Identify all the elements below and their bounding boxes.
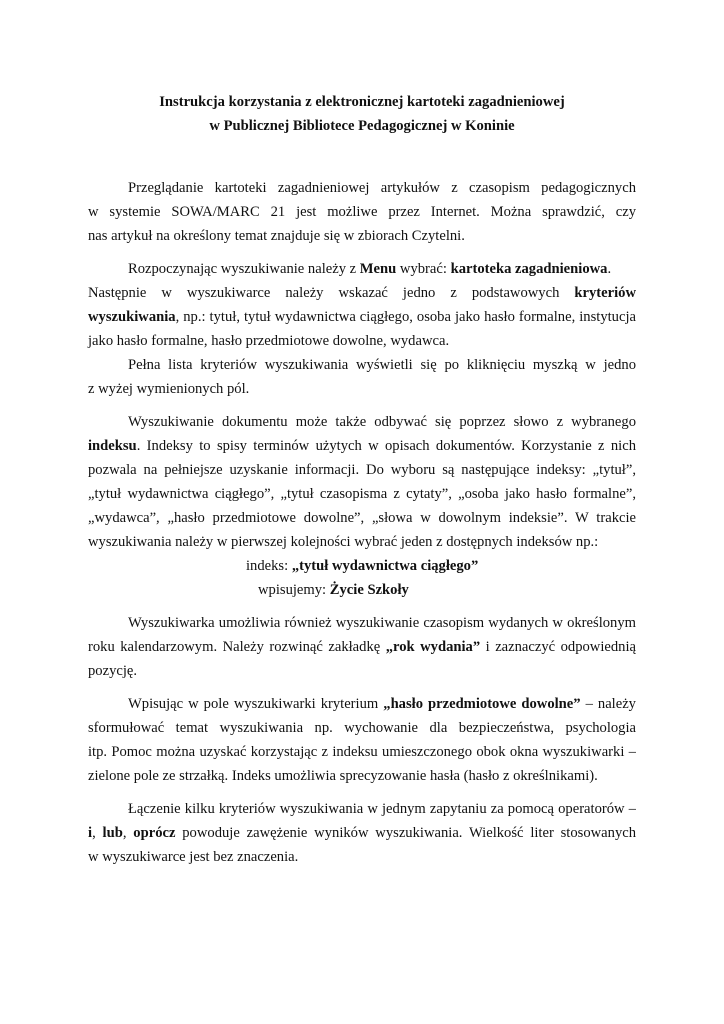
paragraph-4-line-1: Wyszukiwanie dokumentu może także odbywać się poprzez słowo z wybranego [128,414,636,430]
paragraph-6-line-2: sformułować temat wyszukiwania np. wychowanie dla bezpieczeństwa, psychologia [88,720,636,736]
text: . Indeksy to spisy terminów użytych w opisach dokumentów. Korzystanie z nich [136,438,636,454]
paragraph-1-line-1: Przeglądanie kartoteki zagadnieniowej artykułów z czasopism pedagogicznych [128,180,636,196]
paragraph-7-line-1: Łączenie kilku kryteriów wyszukiwania w jednym zapytaniu za pomocą operatorów – [128,801,636,817]
example-query-line [258,580,409,600]
text: indeks: [246,558,292,574]
operator-i: i [88,825,93,841]
text: – należy [580,696,636,712]
paragraph-7-line-2 [88,823,636,843]
text: , np.: tytuł, tytuł wydawnictwa ciągłego, osoba jako hasło formalne, instytucja [175,309,636,325]
haslo-przedmiotowe-term: „hasło przedmiotowe dowolne” [383,696,581,712]
paragraph-2-line-3 [88,307,636,327]
paragraph-5-line-1: Wyszukiwarka umożliwia również wyszukiwanie czasopism wydanych w określonym [128,615,636,631]
paragraph-4-line-5: „wydawca”, „hasło przedmiotowe dowolne”, „słowa w dowolnym indeksie”. W trakcie [88,510,636,526]
example-query-value: Życie Szkoły [329,582,409,598]
text: powoduje zawężenie wyników wyszukiwania. Wielkość liter stosowanych [175,825,636,841]
indeksu-term: indeksu [88,438,137,454]
paragraph-6-line-4: zielone pole ze strzałką. Indeks umożliwia sprecyzowanie hasła (hasło z określnikami). [88,768,598,784]
text: . [607,261,612,277]
paragraph-7-line-3: w wyszukiwarce jest bez znaczenia. [88,849,299,865]
paragraph-3-line-1: Pełna lista kryteriów wyszukiwania wyświetli się po kliknięciu myszką w jedno [128,357,636,373]
paragraph-2-line-1 [128,259,636,279]
text: roku kalendarzowym. Należy rozwinąć zakładkę [88,639,386,655]
document-title-line-2: w Publicznej Bibliotece Pedagogicznej w Koninie [209,118,515,134]
example-index-value: „tytuł wydawnictwa ciągłego” [291,558,479,574]
kryteriow-term: kryteriów [574,285,636,301]
paragraph-4-line-2 [88,436,636,456]
text: wpisujemy: [258,582,330,598]
paragraph-3-line-2: z wyżej wymienionych pól. [88,381,250,397]
paragraph-4-line-3: pozwala na pełniejsze uzyskanie informacji. Do wyboru są następujące indeksy: „tytuł”, [88,462,636,478]
paragraph-6-line-1 [128,694,636,714]
operator-oprocz: oprócz [133,825,176,841]
paragraph-4-line-6: wyszukiwania należy w pierwszej kolejności wybrać jeden z dostępnych indeksów np.: [88,534,599,550]
rok-wydania-term: „rok wydania” [385,639,481,655]
text: Rozpoczynając wyszukiwanie należy z [128,261,360,277]
operator-lub: lub [102,825,123,841]
text: wybrać: [396,261,451,277]
text: i zaznaczyć odpowiednią [480,639,636,655]
paragraph-5-line-3: pozycję. [88,663,138,679]
text: , [92,825,103,841]
text: , [122,825,134,841]
paragraph-5-line-2 [88,637,636,657]
example-index-line [246,556,478,576]
text: Wpisując w pole wyszukiwarki kryterium [128,696,384,712]
kartoteka-term: kartoteka zagadnieniowa [450,261,608,277]
text: Następnie w wyszukiwarce należy wskazać jedno z podstawowych [88,285,575,301]
paragraph-4-line-4: „tytuł wydawnictwa ciągłego”, „tytuł czasopisma z cytaty”, „osoba jako hasło formalne”, [88,486,636,502]
document-title-line-1: Instrukcja korzystania z elektronicznej kartoteki zagadnieniowej [159,94,565,110]
paragraph-2-line-4: jako hasło formalne, hasło przedmiotowe dowolne, wydawca. [88,333,450,349]
paragraph-1-line-3: nas artykuł na określony temat znajduje się w zbiorach Czytelni. [88,228,465,244]
paragraph-6-line-3: itp. Pomoc można uzyskać korzystając z indeksu umieszczonego obok okna wyszukiwarki – [88,744,636,760]
paragraph-1-line-2: w systemie SOWA/MARC 21 jest możliwe przez Internet. Można sprawdzić, czy [88,204,636,220]
menu-term: Menu [359,261,397,277]
paragraph-2-line-2 [88,283,636,303]
wyszukiwania-term: wyszukiwania [88,309,176,325]
